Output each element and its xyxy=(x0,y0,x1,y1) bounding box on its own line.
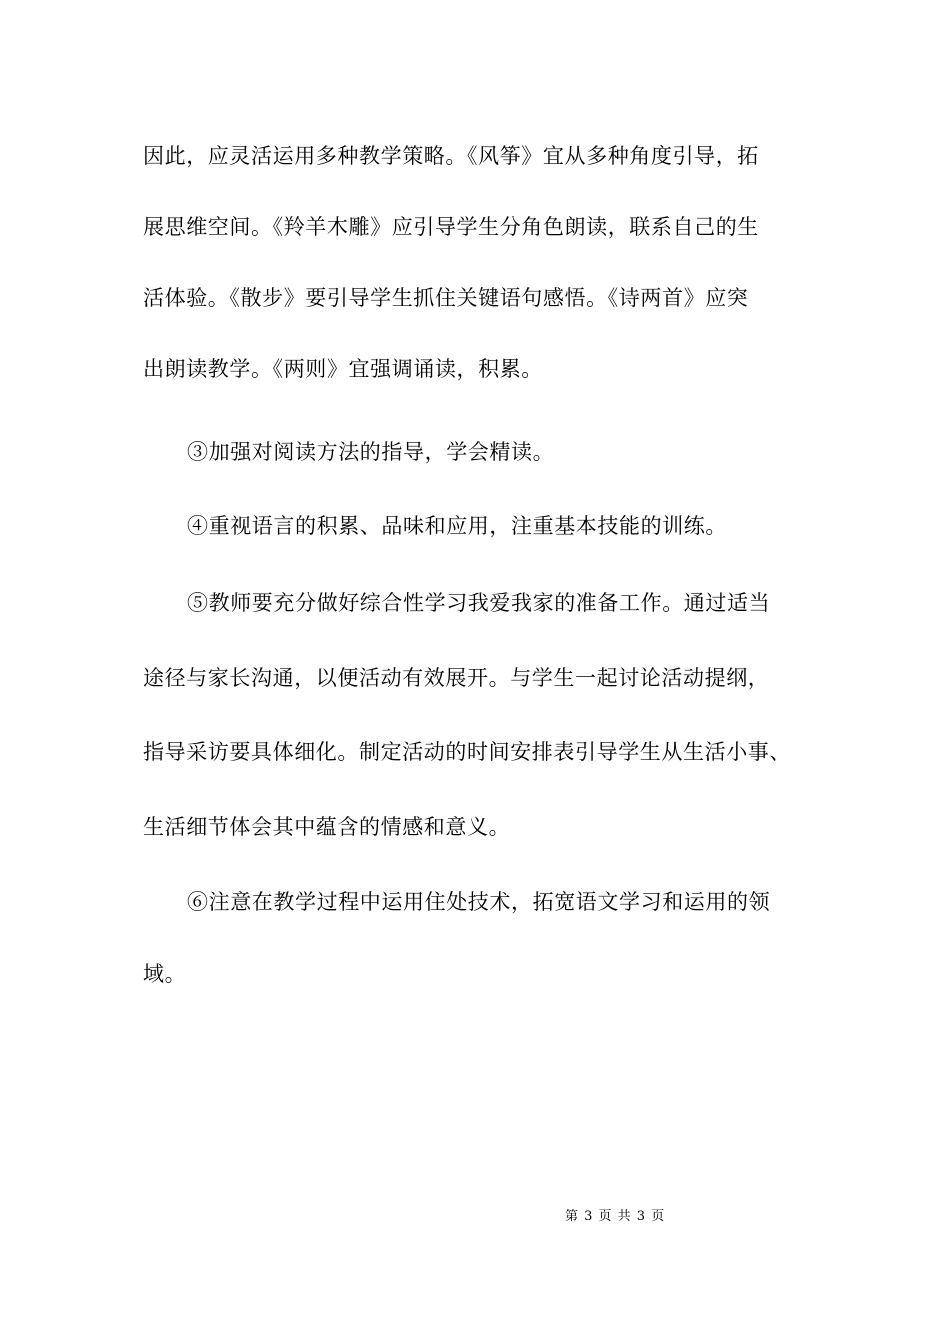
paragraph-line: 途径与家长沟通，以便活动有效展开。与学生一起讨论活动提纲， xyxy=(143,666,770,690)
paragraph-line: 域。 xyxy=(143,962,187,986)
paragraph-line: 因此，应灵活运用多种教学策略。《风筝》宜从多种角度引导，拓 xyxy=(143,144,759,168)
paragraph-line: ⑤教师要充分做好综合性学习我爱我家的准备工作。通过适当 xyxy=(187,591,771,615)
paragraph-line: ③加强对阅读方法的指导，学会精读。 xyxy=(187,440,555,464)
paragraph-line: ④重视语言的积累、品味和应用，注重基本技能的训练。 xyxy=(187,514,727,538)
paragraph-line: 生活细节体会其中蕴含的情感和意义。 xyxy=(143,815,511,839)
page-number-footer: 第 3 页 共 3 页 xyxy=(565,1209,666,1224)
paragraph-line: 活体验。《散步》要引导学生抓住关键语句感悟。《诗两首》应突 xyxy=(143,286,749,310)
paragraph-line: 出朗读教学。《两则》宜强调诵读，积累。 xyxy=(143,357,543,381)
paragraph-line: 展思维空间。《羚羊木雕》应引导学生分角色朗读，联系自己的生 xyxy=(143,215,759,239)
paragraph-line: 指导采访要具体细化。制定活动的时间安排表引导学生从生活小事、 xyxy=(143,740,791,764)
paragraph-line: ⑥注意在教学过程中运用住处技术，拓宽语文学习和运用的领 xyxy=(187,890,771,914)
